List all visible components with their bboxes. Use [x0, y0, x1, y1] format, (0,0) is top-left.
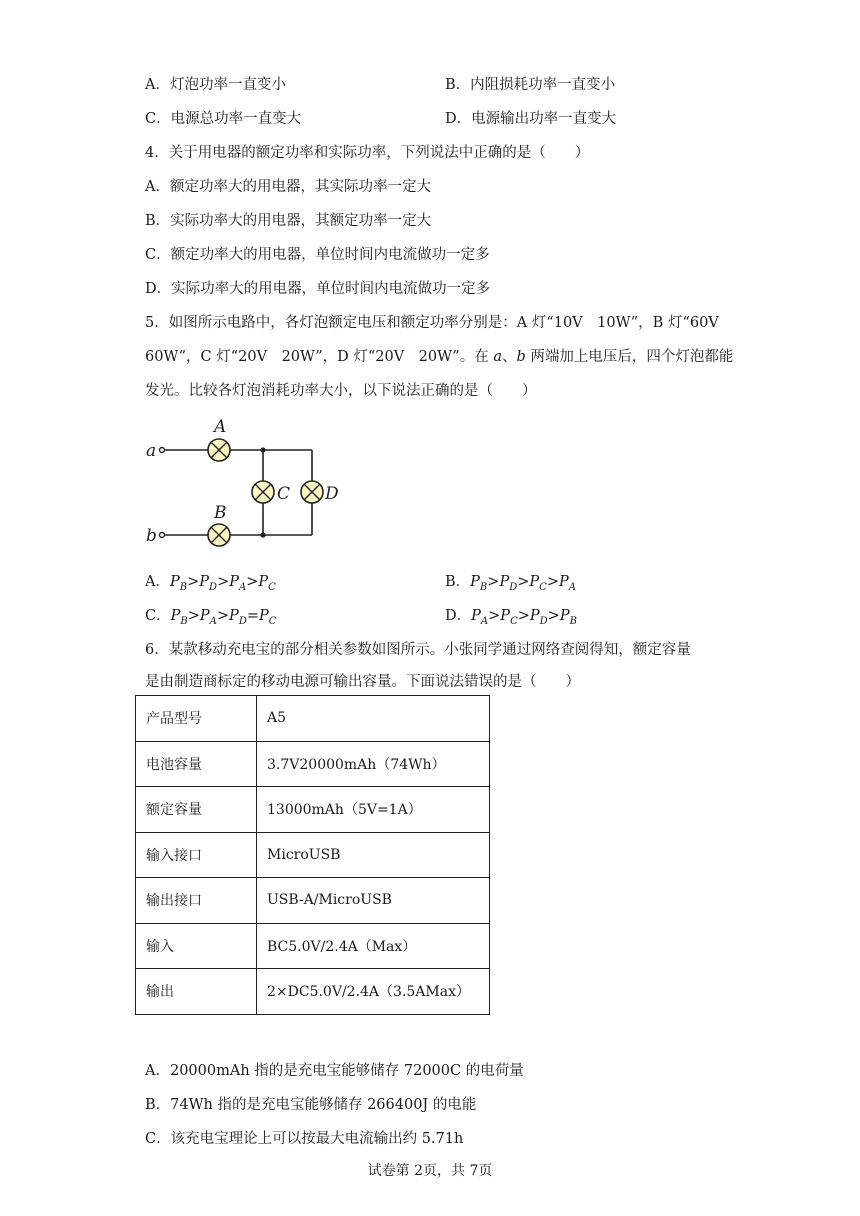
- q5-option-c-expr: $P_B>P_A>P_D=P_C$: [170, 608, 277, 627]
- page-footer: 试卷第 2页，共 7页: [367, 1163, 493, 1179]
- spec-value: USB-A/MicroUSB: [257, 878, 490, 924]
- label-a-lamp: A: [214, 417, 227, 437]
- lamp-d-icon: [301, 481, 323, 503]
- q5-stem-line1: 5．如图所示电路中，各灯泡额定电压和额定功率分别是：A 灯“10V 10W”，B 灯“60V: [145, 315, 719, 331]
- lamp-a-icon: [208, 439, 230, 461]
- label-c-lamp: C: [277, 484, 291, 504]
- q3-option-c: C．电源总功率一直变大: [145, 111, 302, 127]
- q5-stem-line3: 发光。比较各灯泡消耗功率大小，以下说法正确的是（ ）: [145, 383, 537, 399]
- q4-option-d: D．实际功率大的用电器，单位时间内电流做功一定多: [145, 281, 491, 297]
- q6-stem-line1: 6．某款移动充电宝的部分相关参数如图所示。小张同学通过网络查阅得知，额定容量: [145, 642, 691, 658]
- spec-key: 输出接口: [136, 878, 257, 924]
- table-row: [136, 741, 490, 787]
- terminal-a: [160, 448, 165, 453]
- junction-bottom: [260, 532, 265, 537]
- spec-key: 输出: [136, 969, 257, 1015]
- table-row: [136, 923, 490, 969]
- q5-option-b: B．$P_B>P_D>P_C>P_A$: [445, 574, 576, 593]
- table-row: [136, 696, 490, 742]
- spec-key: 输入: [136, 923, 257, 969]
- q3-option-a: A．灯泡功率一直变小: [145, 77, 286, 93]
- q5-option-b-expr: $P_B>P_D>P_C>P_A$: [470, 574, 576, 593]
- label-b-lamp: B: [214, 503, 227, 523]
- junction-top: [260, 447, 265, 452]
- circuit-diagram: [140, 412, 360, 552]
- table-row: [136, 878, 490, 924]
- lamp-b-icon: [208, 524, 230, 546]
- q6-stem-line2: 是由制造商标定的移动电源可输出容量。下面说法错误的是（ ）: [145, 674, 580, 690]
- q6-option-b: B．74Wh 指的是充电宝能够储存 266400J 的电能: [145, 1097, 477, 1113]
- q4-option-a: A．额定功率大的用电器，其实际功率一定大: [145, 179, 431, 195]
- q4-stem: 4．关于用电器的额定功率和实际功率，下列说法中正确的是（ ）: [145, 145, 590, 161]
- table-row: [136, 832, 490, 878]
- q6-option-a: A．20000mAh 指的是充电宝能够储存 72000C 的电荷量: [145, 1063, 524, 1079]
- q5-stem-line2: 60W”，C 灯“20V 20W”，D 灯“20V 20W”。在 a、b 两端加上电压后，四个灯泡都能: [145, 349, 734, 365]
- spec-value: A5: [257, 696, 490, 742]
- q5-option-a-expr: $P_B>P_D>P_A>P_C$: [169, 574, 276, 593]
- spec-table: [135, 695, 490, 1015]
- lamp-c-icon: [252, 481, 274, 503]
- label-d-lamp: D: [325, 484, 339, 504]
- label-terminal-a: a: [146, 441, 157, 461]
- q3-option-b: B．内阻损耗功率一直变小: [445, 77, 616, 93]
- spec-value: 13000mAh（5V=1A）: [257, 787, 490, 833]
- q6-option-c: C．该充电宝理论上可以按最大电流输出约 5.71h: [145, 1131, 464, 1147]
- q5-option-c: C．$P_B>P_A>P_D=P_C$: [145, 608, 277, 627]
- terminal-b: [160, 533, 165, 538]
- q5-option-d-expr: $P_A>P_C>P_D>P_B$: [471, 608, 577, 627]
- q5-option-d: D．$P_A>P_C>P_D>P_B$: [445, 608, 577, 627]
- spec-key: 产品型号: [136, 696, 257, 742]
- spec-key: 电池容量: [136, 741, 257, 787]
- spec-value: 3.7V20000mAh（74Wh）: [257, 741, 490, 787]
- table-row: [136, 787, 490, 833]
- spec-key: 额定容量: [136, 787, 257, 833]
- q4-option-b: B．实际功率大的用电器，其额定功率一定大: [145, 213, 432, 229]
- q5-option-a: A．$P_B>P_D>P_A>P_C$: [145, 574, 276, 593]
- spec-key: 输入接口: [136, 832, 257, 878]
- spec-value: BC5.0V/2.4A（Max）: [257, 923, 490, 969]
- q3-option-d: D．电源输出功率一直变大: [445, 111, 617, 127]
- spec-value: MicroUSB: [257, 832, 490, 878]
- q4-option-c: C．额定功率大的用电器，单位时间内电流做功一定多: [145, 247, 490, 263]
- spec-value: 2×DC5.0V/2.4A（3.5AMax）: [257, 969, 490, 1015]
- table-row: [136, 969, 490, 1015]
- label-terminal-b: b: [146, 526, 157, 546]
